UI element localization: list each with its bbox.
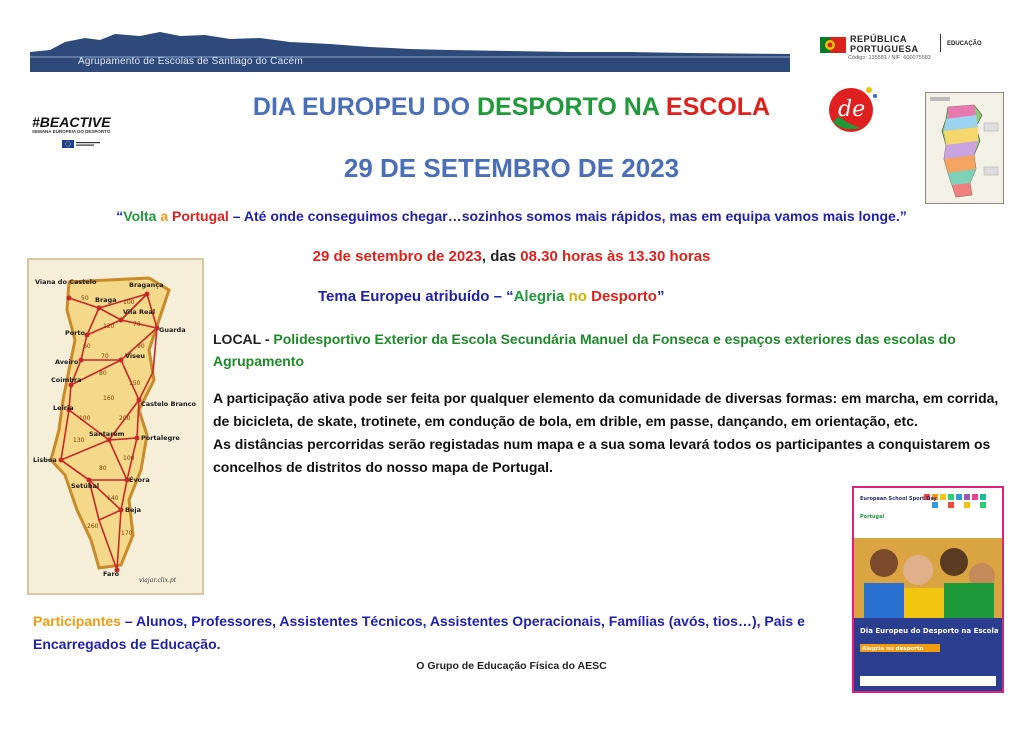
poster-top-text: European School Sport Day xyxy=(860,496,937,502)
republica-flag-icon xyxy=(820,34,846,56)
svg-text:160: 160 xyxy=(103,395,115,402)
svg-text:60: 60 xyxy=(83,343,91,350)
motto-open-quote: “ xyxy=(116,208,124,224)
map-city: Bragança xyxy=(129,281,164,289)
portugal-route-map xyxy=(27,258,204,595)
svg-text:100: 100 xyxy=(79,415,91,422)
eu-flag-icon xyxy=(62,140,102,148)
map-city: Guarda xyxy=(159,326,186,334)
map-city: Faro xyxy=(103,570,120,578)
motto-close-quote: ” xyxy=(899,208,907,224)
poster-title: Dia Europeu do Desporto na Escola xyxy=(860,627,999,635)
event-motto xyxy=(0,208,1023,224)
theme-close-quote: ” xyxy=(656,288,665,305)
motto-rest: – Até onde conseguimos chegar…sozinhos somos mais rápidos, mas em equipa vamos mais longe. xyxy=(228,208,900,224)
motto-word-a: a xyxy=(156,208,173,224)
svg-text:260: 260 xyxy=(87,523,99,530)
title-part-green: DESPORTO NA xyxy=(477,93,666,121)
svg-text:80: 80 xyxy=(99,370,107,377)
participants-label: Participantes xyxy=(33,613,121,629)
description xyxy=(213,387,1003,479)
map-credit: viajar.clix.pt xyxy=(139,577,177,584)
map-city: Porto xyxy=(65,329,86,337)
map-city: Aveiro xyxy=(55,358,79,366)
event-date-title: 29 DE SETEMBRO DE 2023 xyxy=(343,153,680,183)
republica-line2: PORTUGUESA xyxy=(850,44,919,54)
svg-text:150: 150 xyxy=(129,380,141,387)
svg-text:70: 70 xyxy=(101,353,109,360)
svg-text:130: 130 xyxy=(73,437,85,444)
signature: O Grupo de Educação Física do AESC xyxy=(416,660,607,672)
map-city: Beja xyxy=(125,506,141,514)
small-map-illustration xyxy=(926,93,1003,203)
svg-text:de: de xyxy=(838,97,866,122)
theme-word-alegria: Alegria xyxy=(513,288,565,305)
small-portugal-map xyxy=(925,92,1004,204)
beactive-subtitle: SEMANA EUROPEIA DO DESPORTO xyxy=(32,129,111,134)
theme-prefix: Tema Europeu atribuído – xyxy=(318,288,507,305)
educacao-label: EDUCAÇÃO xyxy=(947,41,982,47)
map-city: Viana do Castelo xyxy=(35,278,97,286)
title-part-blue: DIA EUROPEU DO xyxy=(252,93,477,121)
schedule-date: 29 de setembro de 2023 xyxy=(312,248,482,265)
map-city: Setúbal xyxy=(71,482,100,490)
svg-text:200: 200 xyxy=(119,415,131,422)
description-paragraph-2: As distâncias percorridas serão registadas num mapa e a sua soma levará todos os participantes a conquistarem os concelhos de distritos do nosso mapa de Portugal. xyxy=(213,436,991,475)
republica-separator xyxy=(940,34,941,52)
title-part-red: ESCOLA xyxy=(665,93,771,121)
map-city: Santarém xyxy=(89,430,125,438)
theme-word-desporto: Desporto xyxy=(591,288,657,305)
event-theme xyxy=(318,288,664,305)
school-code: Código: 135581 / NIF: 600075583 xyxy=(848,55,931,61)
map-city: Braga xyxy=(95,296,117,304)
participants-text: – Alunos, Professores, Assistentes Técnicos, Assistentes Operacionais, Famílias (avós, tios…), Pais e Encarregados de Educação. xyxy=(33,613,805,652)
event-location xyxy=(213,328,993,372)
poster-theme: Alegria no desporto xyxy=(862,646,924,652)
map-city: Vila Real xyxy=(123,308,156,316)
svg-text:80: 80 xyxy=(99,465,107,472)
motto-word-volta: Volta xyxy=(123,208,157,224)
local-value: Polidesportivo Exterior da Escola Secundária Manuel da Fonseca e espaços exteriores das escolas do Agrupamento xyxy=(213,331,956,369)
theme-open-quote: “ xyxy=(506,288,514,305)
svg-text:70: 70 xyxy=(133,321,141,328)
svg-text:170: 170 xyxy=(121,530,133,537)
map-city: Évora xyxy=(129,476,150,484)
svg-text:140: 140 xyxy=(107,495,119,502)
svg-text:100: 100 xyxy=(123,455,135,462)
map-city: Viseu xyxy=(125,352,146,360)
svg-text:120: 120 xyxy=(103,323,115,330)
svg-text:50: 50 xyxy=(81,295,89,302)
map-city: Portalegre xyxy=(141,434,180,442)
schedule-mid: , das xyxy=(481,248,521,265)
description-paragraph-1: A participação ativa pode ser feita por qualquer elemento da comunidade de diversas formas: em marcha, em corrida, de bicicleta, de skate, trotinete, em condução de bola, em drible, em passe, dançando, em orientação, etc. xyxy=(213,390,999,429)
map-city: Lisboa xyxy=(33,456,57,464)
participants xyxy=(33,610,823,656)
republica-line1: REPÚBLICA xyxy=(850,34,908,44)
map-city: Leiria xyxy=(53,404,74,412)
map-city: Coimbra xyxy=(51,376,82,384)
desporto-escolar-logo-icon xyxy=(825,80,881,136)
local-label: LOCAL - xyxy=(213,331,274,347)
beactive-logo-text: #BEACTIVE xyxy=(32,114,111,130)
svg-text:90: 90 xyxy=(137,343,145,350)
motto-word-portugal: Portugal xyxy=(172,208,229,224)
theme-word-no: no xyxy=(564,288,592,305)
route-map-illustration xyxy=(29,260,202,593)
poster-country: Portugal xyxy=(860,514,885,520)
svg-text:100: 100 xyxy=(123,299,135,306)
map-city: Castelo Branco xyxy=(141,400,196,408)
schedule-hours: 08.30 horas às 13.30 horas xyxy=(520,248,711,265)
school-name: Agrupamento de Escolas de Santiago do Cacém xyxy=(78,56,303,67)
